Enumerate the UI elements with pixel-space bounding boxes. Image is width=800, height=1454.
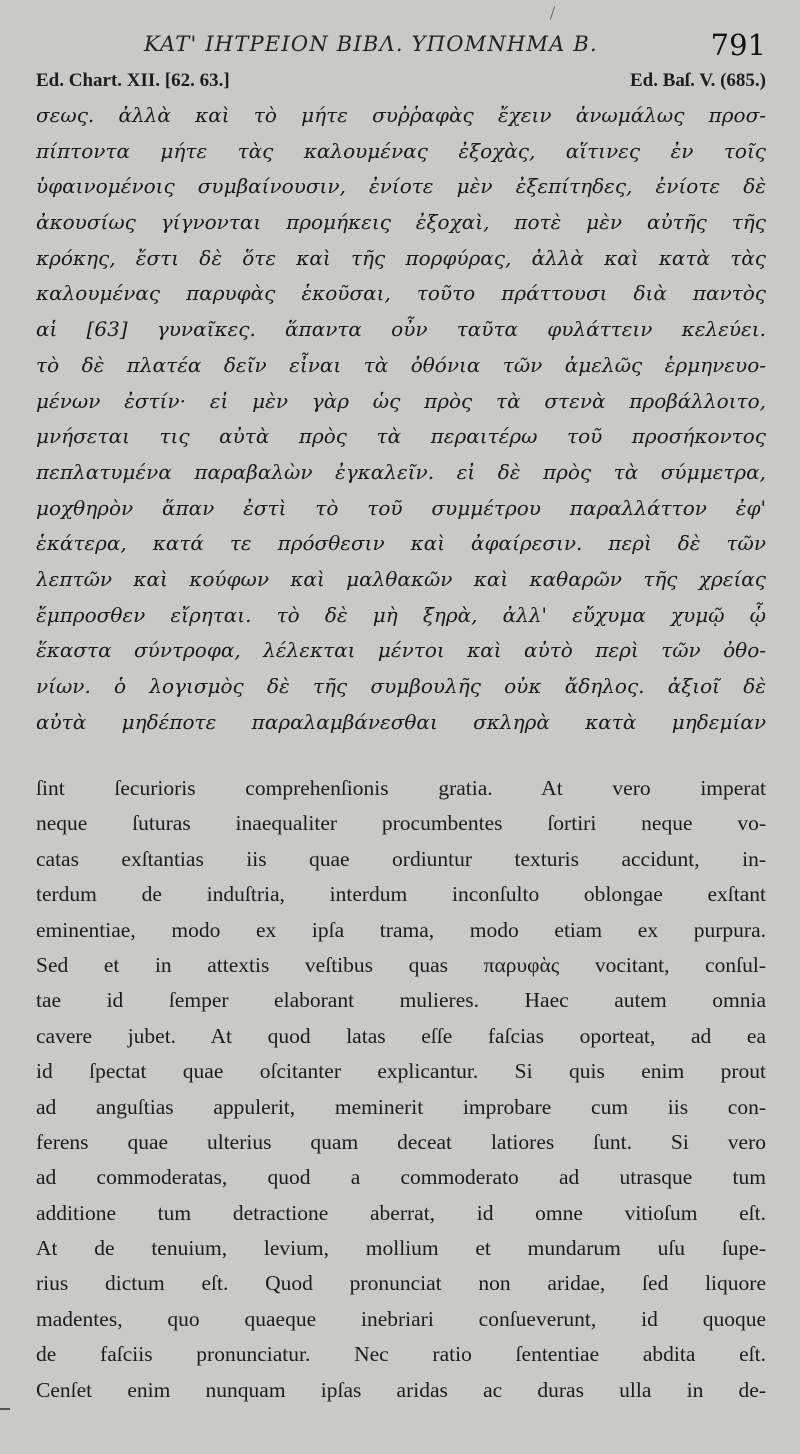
latin-line: ſint ſecurioris comprehenſionis gratia. At vero imperat xyxy=(36,776,766,800)
greek-line: αὐτὰ μηδέποτε παραλαμβάνεσθαι σκληρὰ κατὰ μηδεμίαν xyxy=(36,709,766,734)
latin-line: catas exſtantias iis quae ordiuntur texturis accidunt, in- xyxy=(36,846,766,871)
scan-artifact xyxy=(550,6,555,20)
latin-line: rius dictum eſt. Quod pronunciat non aridae, ſed liquore xyxy=(36,1271,766,1296)
greek-line: τὸ δὲ πλατέα δεῖν εἶναι τὰ ὀθόνια τῶν ἀμελῶς ἑρμηνευο- xyxy=(36,352,766,377)
latin-line: At de tenuium, levium, mollium et mundarum uſu ſupe- xyxy=(36,1236,766,1261)
latin-line: ad anguſtias appulerit, meminerit improbare cum iis con- xyxy=(36,1094,766,1119)
greek-line: μένων ἐστίν· εἰ μὲν γὰρ ὡς πρὸς τὰ στενὰ προβάλλοιτο, xyxy=(36,388,766,413)
latin-line: cavere jubet. At quod latas eſſe faſcias oporteat, ad ea xyxy=(36,1023,766,1048)
greek-text-block xyxy=(36,98,766,740)
greek-line: καλουμένας παρυφὰς ἑκοῦσαι, τοῦτο πράττουσι διὰ παντὸς xyxy=(36,281,766,306)
latin-line: terdum de induſtria, interdum inconſulto oblongae exſtant xyxy=(36,882,766,907)
edition-basel-reference: Ed. Baſ. V. (685.) xyxy=(629,70,766,91)
greek-line: κρόκης, ἔστι δὲ ὅτε καὶ τῆς πορφύρας, ἀλλὰ καὶ κατὰ τὰς xyxy=(36,245,766,270)
latin-line: tae id ſemper elaborant mulieres. Haec autem omnia xyxy=(36,988,766,1013)
greek-line: ἔμπροσθεν εἴρηται. τὸ δὲ μὴ ξηρὰ, ἀλλ' εὔχυμα χυμῷ ᾧ xyxy=(36,602,766,627)
greek-line: ἕκαστα σύντροφα, λέλεκται μέντοι καὶ αὐτὸ περὶ τῶν ὀθο- xyxy=(36,638,766,663)
greek-line: σεως. ἀλλὰ καὶ τὸ μήτε συῤῥαφὰς ἔχειν ἀνωμάλως προσ- xyxy=(36,103,766,127)
latin-line: eminentiae, modo ex ipſa trama, modo etiam ex purpura. xyxy=(36,917,766,942)
edition-reference-line xyxy=(36,70,766,96)
latin-line: Cenſet enim nunquam ipſas aridas ac duras ulla in de- xyxy=(36,1377,766,1402)
greek-line: ὑφαινομένοις συμβαίνουσιν, ἐνίοτε μὲν ἐξεπίτηδες, ἐνίοτε δὲ xyxy=(36,174,766,199)
greek-line: ἑκάτερα, κατά τε πρόσθεσιν καὶ ἀφαίρεσιν. περὶ δὲ τῶν xyxy=(36,531,766,556)
greek-line: πίπτοντα μήτε τὰς καλουμένας ἐξοχὰς, αἵτινες ἐν τοῖς xyxy=(36,138,766,163)
greek-line: πεπλατυμένα παραβαλὼν ἐγκαλεῖν. εἰ δὲ πρὸς τὰ σύμμετρα, xyxy=(36,459,766,484)
latin-line: madentes, quo quaeque inebriari conſueverunt, id quoque xyxy=(36,1306,766,1331)
greek-line: ἀκουσίως γίγνονται προμήκεις ἐξοχαὶ, ποτὲ μὲν αὐτῆς τῆς xyxy=(36,210,766,235)
scan-artifact xyxy=(0,1408,10,1410)
latin-line: Sed et in attextis veſtibus quas παρυφὰς vocitant, conſul- xyxy=(36,952,766,977)
greek-line: αἱ [63] γυναῖκες. ἅπαντα οὖν ταῦτα φυλάττειν κελεύει. xyxy=(36,317,766,342)
edition-chart-reference: Ed. Chart. XII. [62. 63.] xyxy=(36,70,230,91)
greek-line: μνήσεται τις αὐτὰ πρὸς τὰ περαιτέρω τοῦ προσήκοντος xyxy=(36,424,766,449)
latin-line: id ſpectat quae oſcitanter explicantur. Si quis enim prout xyxy=(36,1059,766,1084)
latin-translation-block xyxy=(36,771,766,1408)
latin-line: ferens quae ulterius quam deceat latiores ſunt. Si vero xyxy=(36,1129,766,1154)
page-number: 791 xyxy=(710,28,766,62)
greek-line: νίων. ὁ λογισμὸς δὲ τῆς συμβουλῆς οὐκ ἄδηλος. ἀξιοῖ δὲ xyxy=(36,674,766,698)
running-head xyxy=(36,30,766,64)
latin-line: neque ſuturas inaequaliter procumbentes ſortiri neque vo- xyxy=(36,811,766,836)
latin-line: additione tum detractione aberrat, id omne vitioſum eſt. xyxy=(36,1200,766,1225)
greek-line: μοχθηρὸν ἅπαν ἐστὶ τὸ τοῦ συμμέτρου παραλλάττον ἐφ' xyxy=(36,495,766,520)
latin-line: ad commoderatas, quod a commoderato ad utrasque tum xyxy=(36,1165,766,1190)
latin-line: de faſciis pronunciatur. Nec ratio ſententiae abdita eſt. xyxy=(36,1342,766,1367)
greek-line: λεπτῶν καὶ κούφων καὶ μαλθακῶν καὶ καθαρῶν τῆς χρείας xyxy=(36,566,766,591)
running-title: KAT' ΙΗΤΡΕΙΟΝ ΒΙΒΛ. ΥΠΟΜΝΗΜΑ Β. xyxy=(144,32,598,56)
